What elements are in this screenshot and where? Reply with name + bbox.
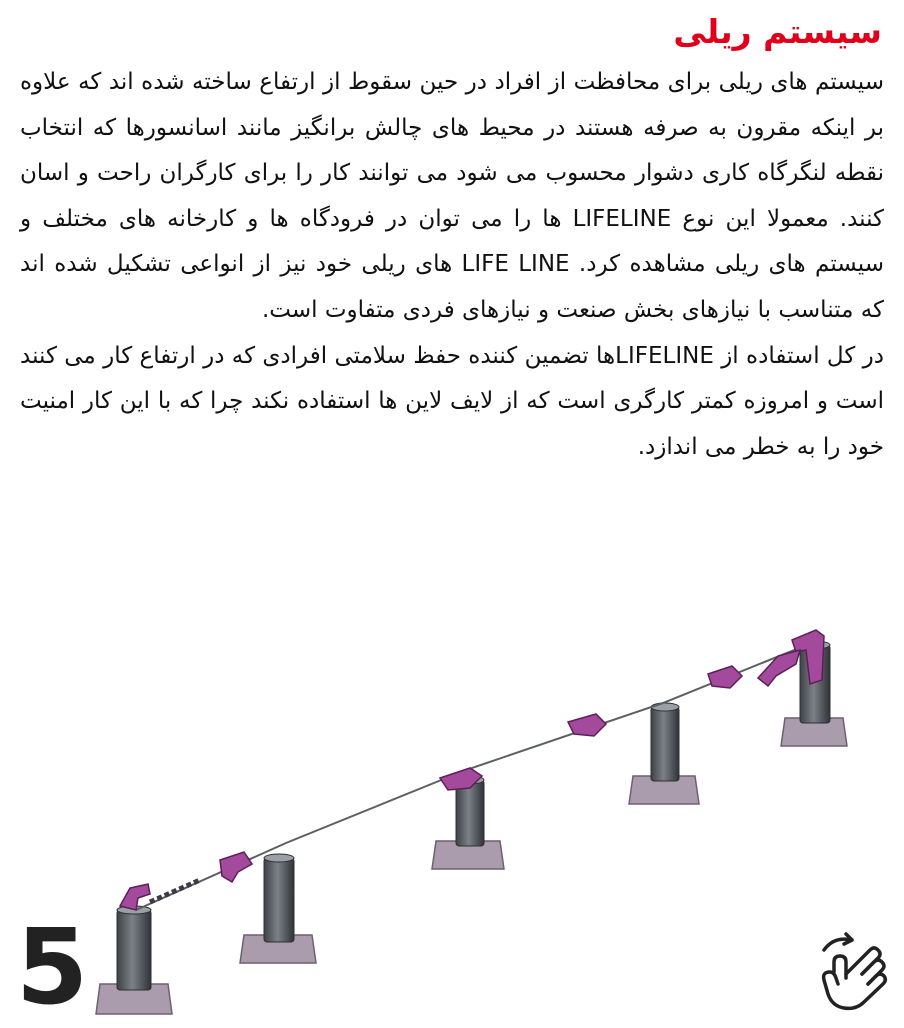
end-bracket-6-arm: [758, 650, 800, 686]
cable-tensioner: [150, 880, 200, 902]
page-number: 5: [15, 906, 89, 1028]
base-plates: [96, 718, 847, 1014]
shuttle-4: [568, 714, 606, 736]
posts: [117, 645, 830, 990]
post-cap-4: [651, 703, 679, 711]
post-3: [456, 780, 484, 846]
hand-tap-icon: [812, 928, 892, 1014]
paragraph-1: سیستم های ریلی برای محافظت از افراد در حین سقوط از ارتفاع ساخته شده اند که علاوه بر اینکه مقرون به صرفه هستند در محیط های چالش برانگیز مانند اسانسورها که انتخاب نقطه لنگرگاه کاری دشوار محسوب می شود می توانند کار را برای کارگران راحت و اسان کنند. معمولا این نوع LIFELINE ها را می توان در فرودگاه ها و کارخانه های مختلف و سیستم های ریلی مشاهده کرد. LIFE LINE های ریلی خود نیز از انواعی تشکیل شده اند که متناسب با نیازهای بخش صنعت و نیازهای فردی متفاوت است.: [20, 69, 884, 323]
paragraph-2: در کل استفاده از LIFELINEها تضمین کننده حفظ سلامتی افرادی که در ارتفاع کار می کنند است و امروزه کمتر کارگری است که از لایف لاین ها استفاده نکند چرا که با این کار امنیت خود را به خطر می اندازد.: [20, 342, 884, 460]
post-cap-2: [264, 854, 294, 862]
body-text: [20, 60, 884, 470]
page-title: سیستم ریلی: [673, 12, 882, 51]
bracket-5: [708, 666, 742, 688]
bracket-2: [220, 852, 252, 882]
post-2: [264, 858, 294, 942]
post-4: [651, 707, 679, 781]
lifeline-rail-system-illustration: [0, 620, 904, 1028]
post-1: [117, 910, 151, 990]
